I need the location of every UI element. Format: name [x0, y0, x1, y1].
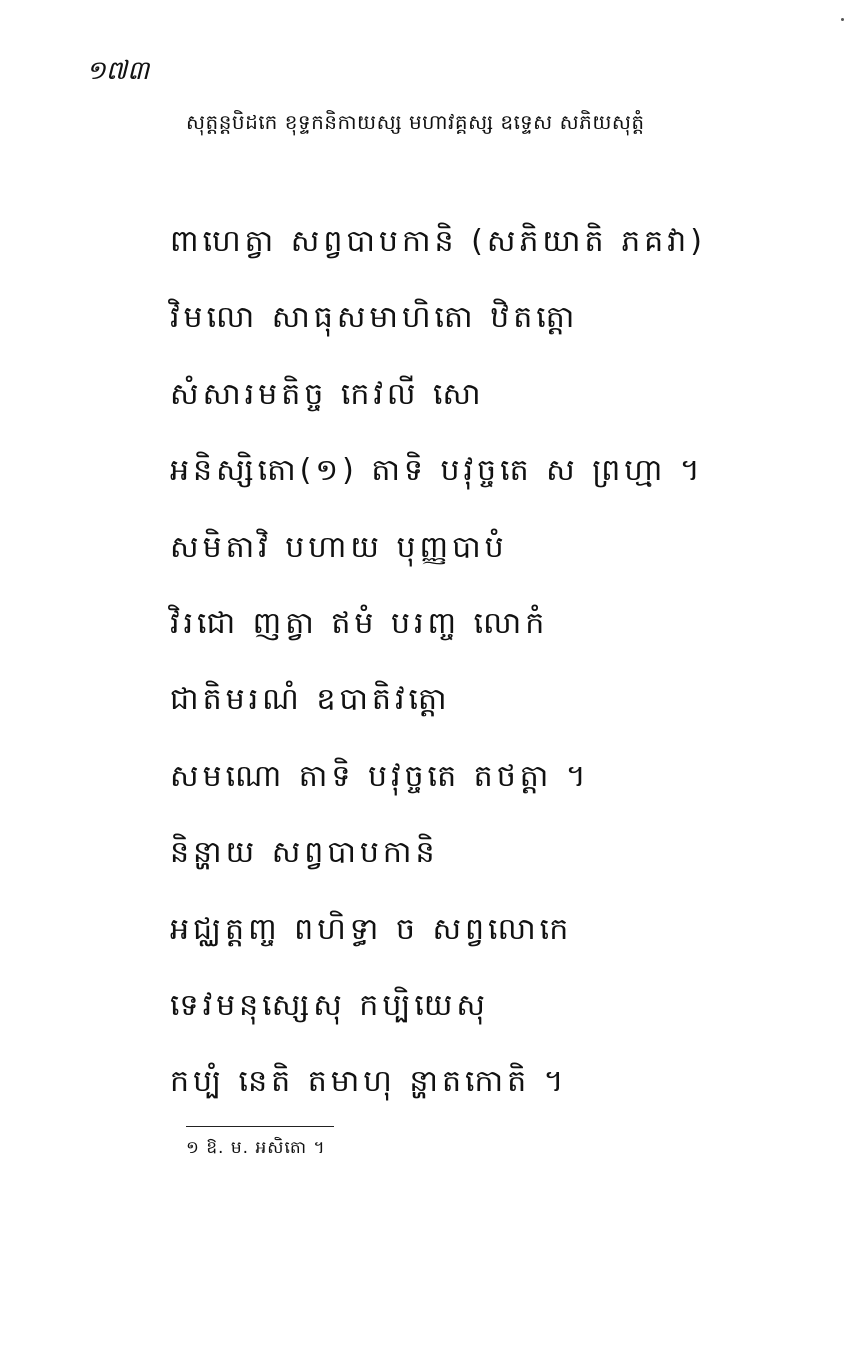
page-number: ១៧៣ — [86, 56, 150, 86]
verse-block — [170, 215, 790, 1132]
verse-line: អជ្ឈត្តញ្ច ពហិទ្ធា ច សព្វលោកេ — [170, 911, 573, 947]
verse-line: ពាហេត្វា សព្វបាបកានិ (សភិយាតិ ភគវា) — [170, 224, 706, 259]
page-speck — [841, 18, 844, 21]
verse-line: កប្បំ នេតិ តមាហុ ន្ហាតកោតិ ។ — [170, 1064, 568, 1100]
footnote-divider — [186, 1126, 334, 1127]
verse-line: និន្ហាយ សព្វបាបកានិ — [170, 835, 439, 871]
verse-line: អនិស្សិតោ(១) តាទិ បវុច្ចតេ ស ព្រហ្មា ។ — [170, 453, 704, 489]
running-head: សុត្តន្តបិដកេ ខុទ្ទកនិកាយស្ស មហាវគ្គស្ស ឧទ្ទេស សភិយសុត្តំ — [186, 110, 645, 134]
verse-line: សមិតាវិ បហាយ បុញ្ញបាបំ — [170, 529, 508, 565]
verse-line: វិមលោ សាធុសមាហិតោ ឋិតត្តោ — [170, 300, 579, 336]
footnote: ១ ឱ. ម. អសិតោ ។ — [186, 1138, 326, 1158]
verse-line: វិរជោ ញត្វា ឥមំ បរញ្ច លោកំ — [170, 605, 549, 641]
verse-line: សមណោ តាទិ បវុច្ចតេ តថត្តា ។ — [170, 758, 590, 794]
verse-line: ទេវមនុស្សេសុ កប្បិយេសុ — [170, 987, 489, 1023]
verse-line: ជាតិមរណំ ឧបាតិវត្តោ — [170, 682, 451, 718]
verse-line: សំសារមតិច្ច កេវលី សោ — [170, 376, 485, 412]
